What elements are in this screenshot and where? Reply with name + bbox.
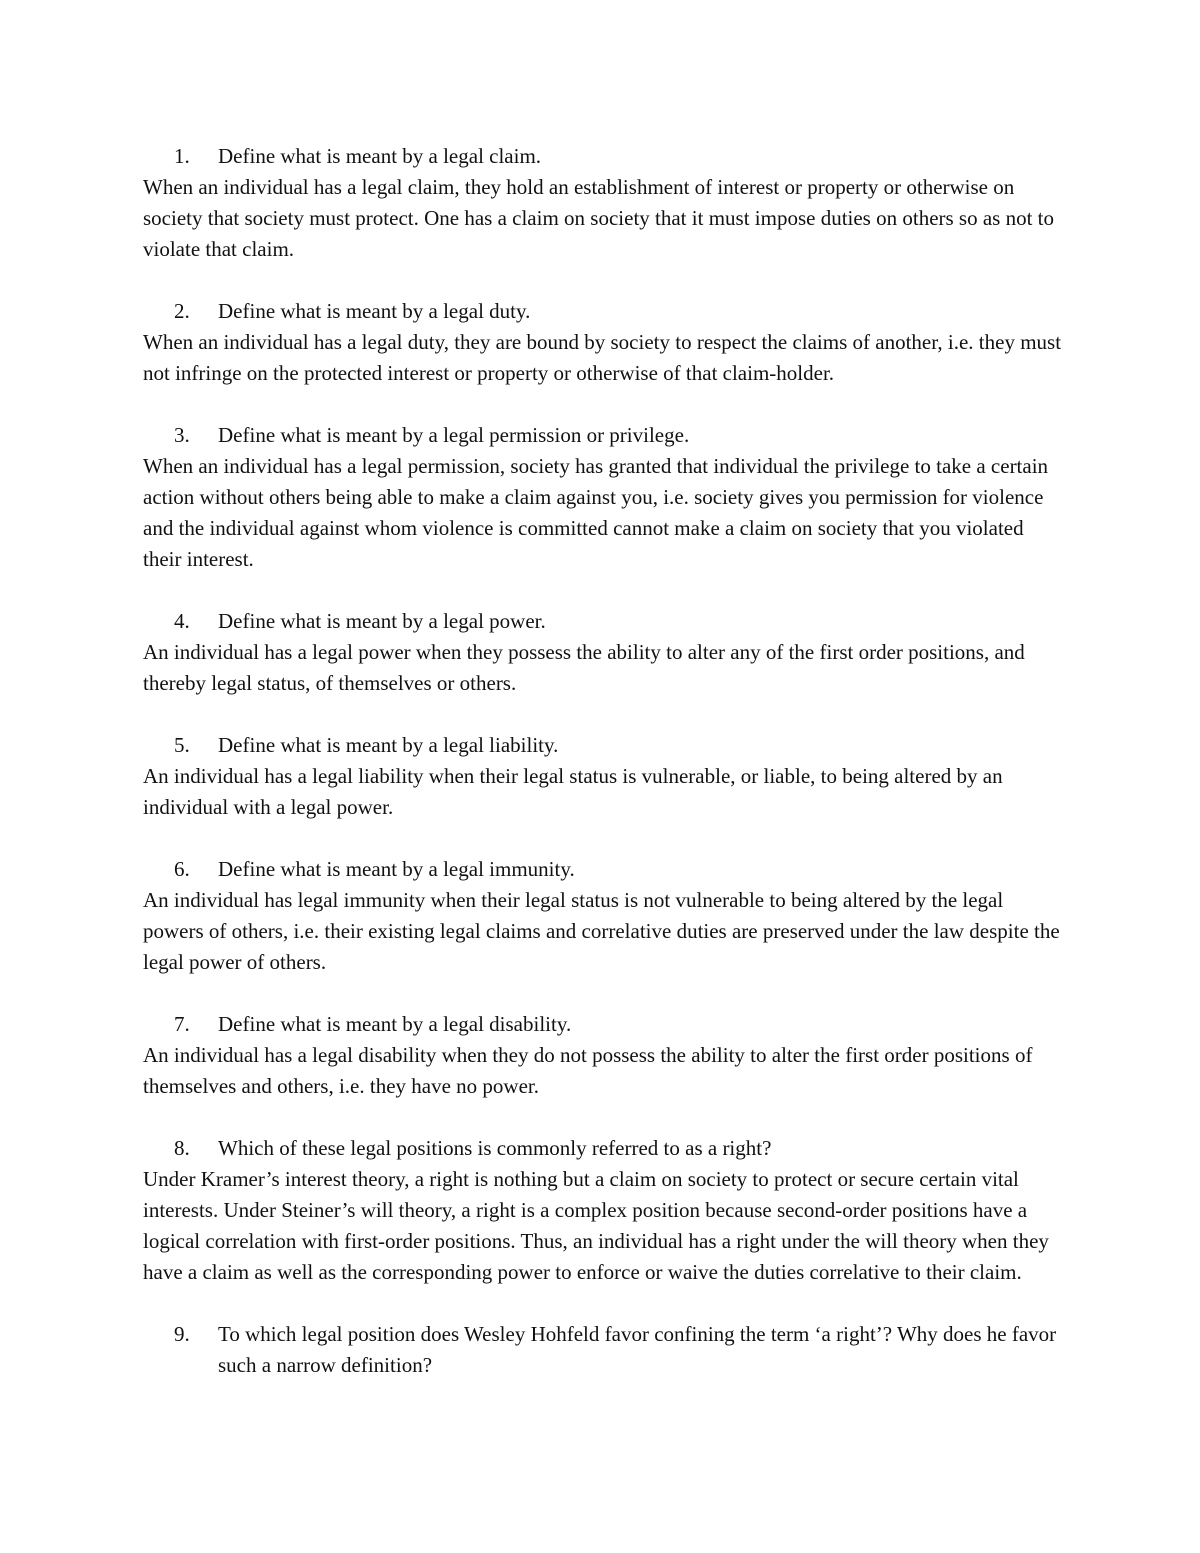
question-text: Define what is meant by a legal duty. — [218, 299, 531, 323]
question-number: 5. — [174, 733, 190, 757]
question-7 — [143, 1009, 1063, 1040]
document-body — [143, 141, 1063, 1412]
question-3 — [143, 420, 1063, 451]
qa-item-8 — [143, 1133, 1063, 1288]
qa-item-4 — [143, 606, 1063, 699]
answer-4: An individual has a legal power when they possess the ability to alter any of the first order positions, and thereby legal status, of themselves or others. — [143, 640, 1025, 695]
question-text: Define what is meant by a legal power. — [218, 609, 546, 633]
question-text: Define what is meant by a legal permission or privilege. — [218, 423, 690, 447]
question-number: 4. — [174, 609, 190, 633]
qa-item-5 — [143, 730, 1063, 823]
question-number: 7. — [174, 1012, 190, 1036]
qa-item-7 — [143, 1009, 1063, 1102]
question-8 — [143, 1133, 1063, 1164]
question-text: Which of these legal positions is commonly referred to as a right? — [218, 1136, 772, 1160]
answer-6: An individual has legal immunity when their legal status is not vulnerable to being altered by the legal powers of others, i.e. their existing legal claims and correlative duties are preserved under the law despite the legal power of others. — [143, 888, 1060, 974]
qa-item-6 — [143, 854, 1063, 978]
question-text: Define what is meant by a legal claim. — [218, 144, 542, 168]
question-2 — [143, 296, 1063, 327]
question-1 — [143, 141, 1063, 172]
question-number: 1. — [174, 144, 190, 168]
answer-3: When an individual has a legal permission, society has granted that individual the privilege to take a certain action without others being able to make a claim against you, i.e. society gives you permission for violence and the individual against whom violence is committed cannot make a claim on society that you violated their interest. — [143, 454, 1049, 571]
answer-5: An individual has a legal liability when their legal status is vulnerable, or liable, to being altered by an individual with a legal power. — [143, 764, 1003, 819]
answer-1: When an individual has a legal claim, they hold an establishment of interest or property or otherwise on society that society must protect. One has a claim on society that it must impose duties on others so as not to violate that claim. — [143, 175, 1055, 261]
qa-item-9 — [143, 1319, 1063, 1381]
question-number: 6. — [174, 857, 190, 881]
question-4 — [143, 606, 1063, 637]
qa-item-2 — [143, 296, 1063, 389]
question-number: 8. — [174, 1136, 190, 1160]
question-5 — [143, 730, 1063, 761]
question-number: 3. — [174, 423, 190, 447]
question-text: Define what is meant by a legal liability. — [218, 733, 559, 757]
question-text: Define what is meant by a legal immunity. — [218, 857, 575, 881]
question-number: 2. — [174, 299, 190, 323]
question-text: To which legal position does Wesley Hohfeld favor confining the term ‘a right’? Why does he favor such a narrow definition? — [218, 1322, 1057, 1377]
qa-item-1 — [143, 141, 1063, 265]
qa-item-3 — [143, 420, 1063, 575]
question-number: 9. — [174, 1322, 190, 1346]
question-9 — [143, 1319, 1063, 1381]
answer-7: An individual has a legal disability when they do not possess the ability to alter the first order positions of themselves and others, i.e. they have no power. — [143, 1043, 1033, 1098]
answer-2: When an individual has a legal duty, they are bound by society to respect the claims of another, i.e. they must not infringe on the protected interest or property or otherwise of that claim-holder. — [143, 330, 1062, 385]
answer-8: Under Kramer’s interest theory, a right is nothing but a claim on society to protect or secure certain vital interests. Under Steiner’s will theory, a right is a complex position because second-order positions have a logical correlation with first-order positions. Thus, an individual has a right under the will theory when they have a claim as well as the corresponding power to enforce or waive the duties correlative to their claim. — [143, 1167, 1049, 1284]
question-text: Define what is meant by a legal disability. — [218, 1012, 572, 1036]
question-6 — [143, 854, 1063, 885]
